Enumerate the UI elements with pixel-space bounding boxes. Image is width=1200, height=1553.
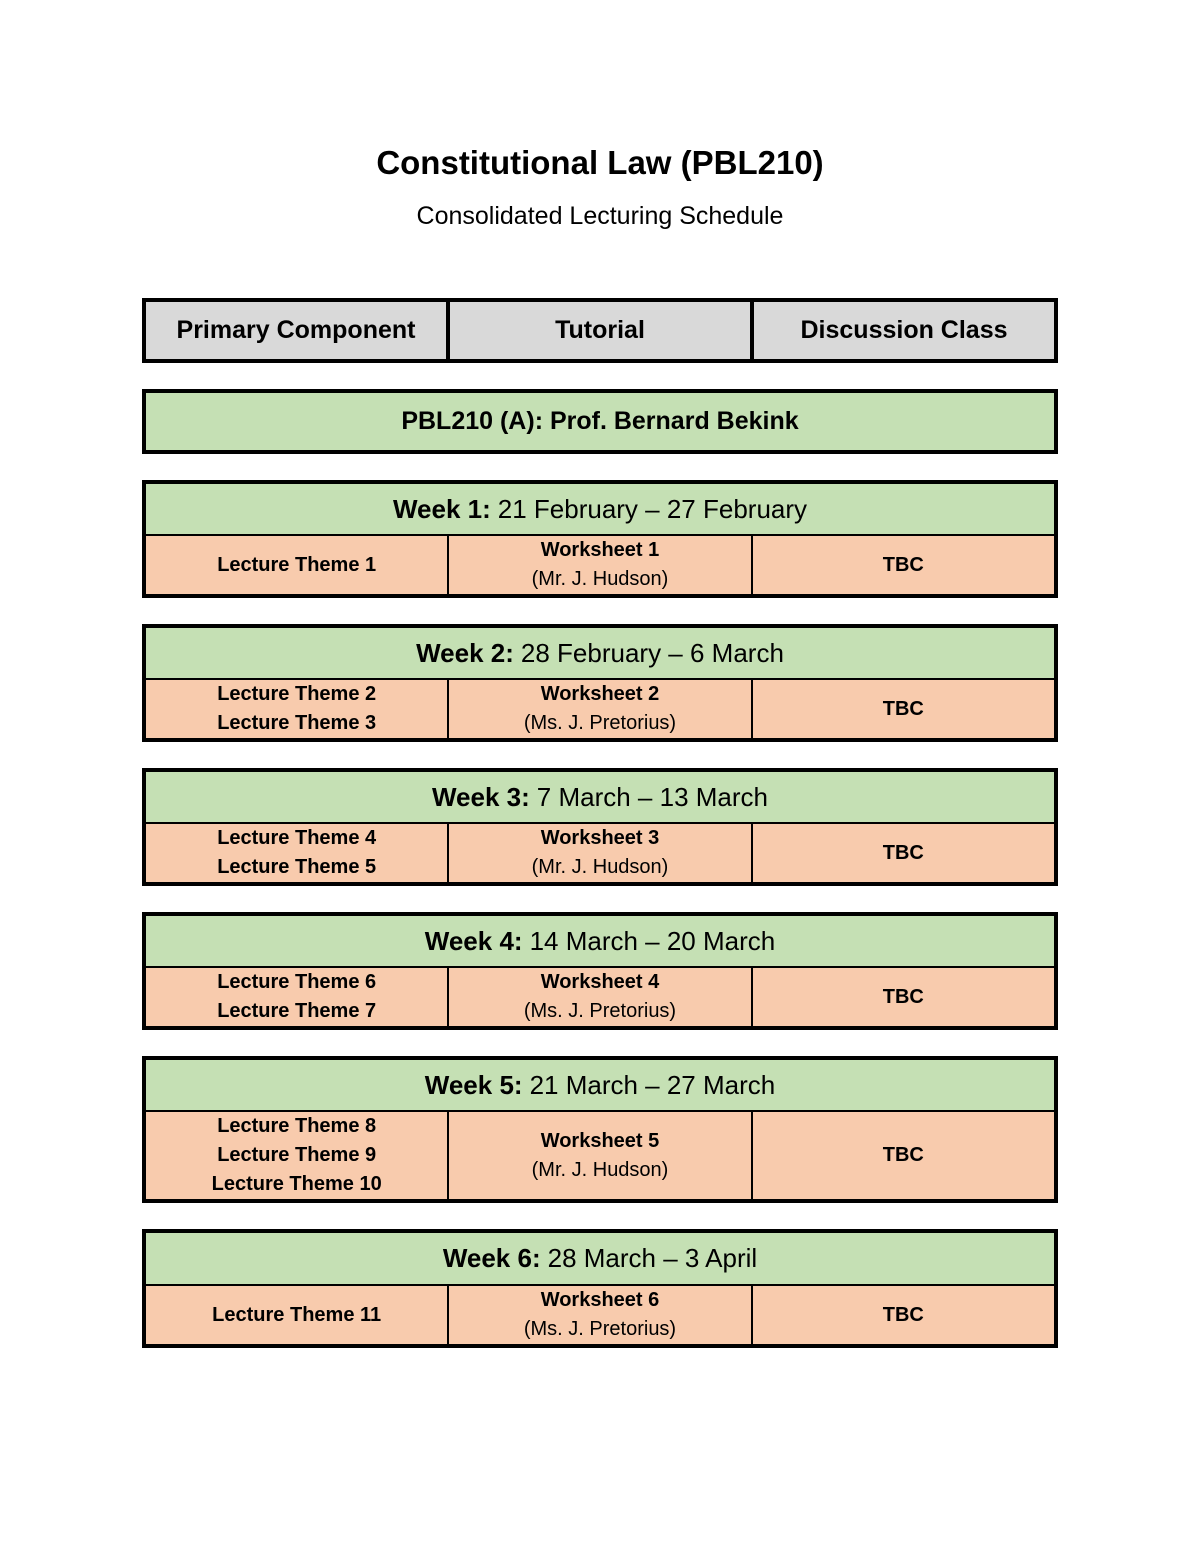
lecture-theme: Lecture Theme 10	[211, 1173, 382, 1195]
tutor-name: (Ms. J. Pretorius)	[523, 1000, 677, 1022]
discussion-status: TBC	[882, 553, 924, 576]
discussion-class-cell	[751, 680, 1054, 738]
discussion-status: TBC	[882, 985, 924, 1008]
worksheet-label: Worksheet 3	[540, 827, 660, 849]
worksheet-label: Worksheet 1	[540, 539, 660, 561]
tutorial-cell	[447, 536, 750, 594]
week-block	[142, 768, 1058, 886]
worksheet-label: Worksheet 6	[540, 1289, 660, 1311]
week-label: Week 2:	[416, 637, 514, 668]
primary-component-cell	[146, 1286, 447, 1344]
column-header-tutorial: Tutorial	[446, 302, 750, 359]
primary-component-cell	[146, 536, 447, 594]
primary-component-cell	[146, 1112, 447, 1199]
discussion-class-cell	[751, 1112, 1054, 1199]
tutor-name: (Mr. J. Hudson)	[531, 1158, 669, 1181]
lecture-theme: Lecture Theme 3	[217, 712, 377, 734]
column-header-row	[142, 298, 1058, 363]
week-row	[146, 1286, 1054, 1344]
tutor-name: (Ms. J. Pretorius)	[523, 1318, 677, 1340]
discussion-status: TBC	[882, 697, 924, 720]
tutorial-cell	[447, 1286, 750, 1344]
tutor-name: (Ms. J. Pretorius)	[523, 712, 677, 734]
column-header-primary-component: Primary Component	[176, 316, 416, 344]
week-dates: 21 February – 27 February	[497, 493, 808, 524]
week-label: Week 4:	[424, 925, 523, 956]
week-row	[146, 1112, 1054, 1199]
discussion-class-cell	[751, 824, 1054, 882]
week-heading	[146, 484, 1054, 536]
discussion-status: TBC	[882, 841, 924, 864]
lecture-theme: Lecture Theme 5	[217, 856, 377, 878]
week-label: Week 6:	[442, 1243, 541, 1273]
tutorial-cell	[447, 680, 750, 738]
week-block	[142, 624, 1058, 742]
week-row	[146, 968, 1054, 1026]
week-dates: 14 March – 20 March	[529, 925, 776, 956]
lecture-theme: Lecture Theme 6	[217, 971, 377, 993]
primary-component-cell	[146, 680, 447, 738]
lecture-theme: Lecture Theme 8	[217, 1115, 377, 1137]
week-row	[146, 680, 1054, 738]
week-label: Week 5:	[424, 1069, 523, 1100]
week-block	[142, 1056, 1058, 1203]
week-block	[142, 480, 1058, 598]
tutorial-cell	[447, 1112, 750, 1199]
worksheet-label: Worksheet 4	[540, 971, 660, 993]
page-subtitle: Consolidated Lecturing Schedule	[416, 202, 784, 230]
week-dates: 21 March – 27 March	[529, 1069, 776, 1100]
lecture-theme: Lecture Theme 7	[217, 1000, 377, 1022]
primary-component-cell	[146, 968, 447, 1026]
discussion-class-cell	[751, 1286, 1054, 1344]
week-block	[142, 1229, 1058, 1348]
lecture-theme: Lecture Theme 11	[212, 1303, 382, 1326]
tutorial-cell	[447, 824, 750, 882]
week-heading	[146, 772, 1054, 824]
lecture-theme: Lecture Theme 2	[217, 683, 377, 705]
week-label: Week 3:	[431, 781, 530, 812]
page-title: Constitutional Law (PBL210)	[376, 144, 824, 181]
week-label: Week 1:	[392, 493, 491, 524]
primary-component-cell	[146, 824, 447, 882]
week-heading	[146, 1060, 1054, 1112]
tutor-name: (Mr. J. Hudson)	[531, 568, 669, 590]
tutorial-cell	[447, 968, 750, 1026]
week-row	[146, 824, 1054, 882]
week-dates: 28 March – 3 April	[547, 1243, 758, 1273]
week-dates: 28 February – 6 March	[520, 637, 784, 668]
column-header-discussion-class: Discussion Class	[750, 302, 1054, 359]
worksheet-label: Worksheet 2	[540, 683, 660, 705]
week-dates: 7 March – 13 March	[536, 781, 768, 812]
discussion-status: TBC	[882, 1144, 924, 1166]
discussion-class-cell	[751, 968, 1054, 1026]
lecture-theme: Lecture Theme 4	[217, 827, 377, 849]
lecturer-banner: PBL210 (A): Prof. Bernard Bekink	[142, 389, 1058, 454]
worksheet-label: Worksheet 5	[540, 1129, 660, 1152]
week-heading	[146, 628, 1054, 680]
week-heading	[146, 1233, 1054, 1286]
discussion-status: TBC	[882, 1303, 924, 1326]
week-block	[142, 912, 1058, 1030]
lecture-theme: Lecture Theme 9	[217, 1144, 377, 1166]
discussion-class-cell	[751, 536, 1054, 594]
tutor-name: (Mr. J. Hudson)	[531, 856, 669, 878]
week-heading	[146, 916, 1054, 968]
week-row	[146, 536, 1054, 594]
lecture-theme: Lecture Theme 1	[217, 553, 377, 576]
